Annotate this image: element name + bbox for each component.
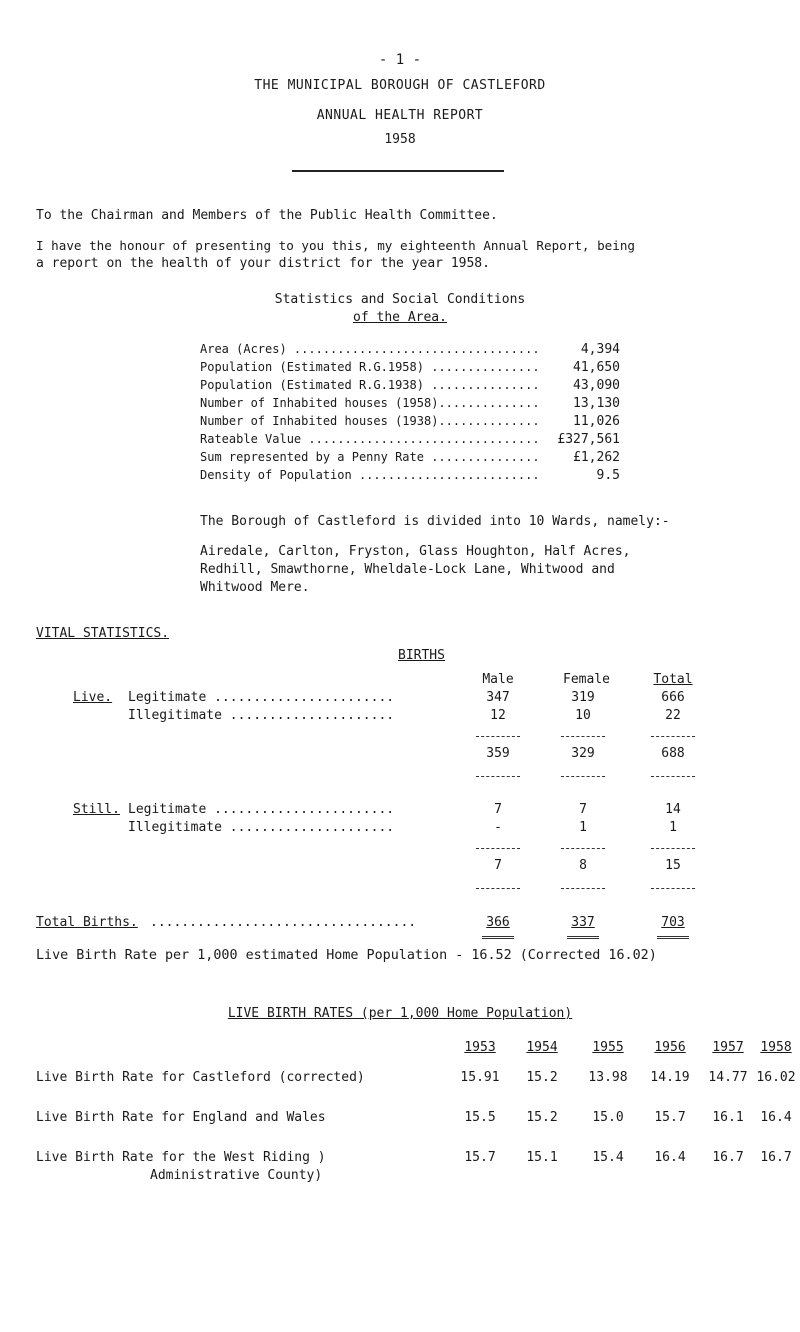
stat-label-population-1958: Population (Estimated R.G.1958) ............... xyxy=(200,360,540,374)
stat-label-houses-1958: Number of Inhabited houses (1958).............. xyxy=(200,396,540,410)
year-header: 1955 xyxy=(592,1040,624,1055)
still-sum-female: 8 xyxy=(579,858,587,873)
stat-value-penny-rate: £1,262 xyxy=(573,450,620,465)
year-header: 1954 xyxy=(526,1040,558,1055)
rate-row-label-west-riding-cont: Administrative County) xyxy=(150,1168,323,1183)
year-header: 1956 xyxy=(654,1040,686,1055)
stat-label-area: Area (Acres) .................................. xyxy=(200,342,540,356)
wards-list-line-2: Redhill, Smawthorne, Wheldale-Lock Lane, Whitwood and xyxy=(200,562,615,577)
live-sum-male: 359 xyxy=(486,746,510,761)
total-births-label: Total Births. xyxy=(36,915,138,930)
stat-label-penny-rate: Sum represented by a Penny Rate ............... xyxy=(200,450,540,464)
still-sum-total: 15 xyxy=(665,858,681,873)
still-illegitimate-label: Illegitimate ..................... xyxy=(128,820,395,835)
wards-list-line-3: Whitwood Mere. xyxy=(200,580,310,595)
intro-line-1: I have the honour of presenting to you this, my eighteenth Annual Report, being xyxy=(36,238,635,253)
rate-row-label-castleford: Live Birth Rate for Castleford (corrected) xyxy=(36,1070,365,1085)
total-births-male: 366 xyxy=(486,915,510,930)
page-number: - 1 - xyxy=(378,52,422,68)
rate-value: 16.4 xyxy=(760,1110,792,1125)
divider xyxy=(476,848,520,849)
rate-value: 15.91 xyxy=(460,1070,500,1085)
divider xyxy=(651,736,695,737)
live-sum-total: 688 xyxy=(661,746,685,761)
rate-row-label-west-riding: Live Birth Rate for the West Riding ) xyxy=(36,1150,326,1165)
live-births-label: Live. xyxy=(73,690,113,705)
double-rule xyxy=(482,936,514,939)
stats-heading: Statistics and Social Conditions xyxy=(274,292,526,307)
still-illegitimate-total: 1 xyxy=(669,820,677,835)
stat-label-rateable-value: Rateable Value ................................ xyxy=(200,432,540,446)
stat-value-population-1958: 41,650 xyxy=(573,360,620,375)
still-legitimate-female: 7 xyxy=(579,802,587,817)
total-births-female: 337 xyxy=(571,915,595,930)
rate-value: 15.5 xyxy=(464,1110,496,1125)
births-heading: BIRTHS xyxy=(398,648,445,663)
rate-value: 16.7 xyxy=(760,1150,792,1165)
rate-value: 15.2 xyxy=(526,1110,558,1125)
live-legitimate-total: 666 xyxy=(661,690,685,705)
intro-line-2: a report on the health of your district for the year 1958. xyxy=(36,256,490,271)
live-illegitimate-male: 12 xyxy=(490,708,506,723)
wards-intro: The Borough of Castleford is divided into 10 Wards, namely:- xyxy=(200,514,670,529)
live-legitimate-female: 319 xyxy=(571,690,595,705)
rate-value: 16.4 xyxy=(654,1150,686,1165)
stat-value-rateable-value: £327,561 xyxy=(557,432,620,447)
rate-value: 15.7 xyxy=(464,1150,496,1165)
salutation: To the Chairman and Members of the Public Health Committee. xyxy=(36,208,498,223)
still-legitimate-label: Legitimate ....................... xyxy=(128,802,395,817)
rate-value: 13.98 xyxy=(588,1070,628,1085)
column-female-header: Female xyxy=(563,672,610,687)
live-birth-rate-statement: Live Birth Rate per 1,000 estimated Home Population - 16.52 (Corrected 16.02) xyxy=(36,948,657,963)
report-year: 1958 xyxy=(384,132,416,147)
divider xyxy=(561,848,605,849)
year-header: 1958 xyxy=(760,1040,792,1055)
title-divider xyxy=(292,170,504,172)
divider xyxy=(561,736,605,737)
year-header: 1957 xyxy=(712,1040,744,1055)
rate-value: 16.02 xyxy=(756,1070,796,1085)
rate-value: 15.2 xyxy=(526,1070,558,1085)
double-rule xyxy=(567,936,599,939)
stat-value-population-1938: 43,090 xyxy=(573,378,620,393)
still-illegitimate-male: - xyxy=(494,820,502,835)
live-illegitimate-total: 22 xyxy=(665,708,681,723)
column-male-header: Male xyxy=(482,672,514,687)
live-sum-female: 329 xyxy=(571,746,595,761)
divider xyxy=(651,848,695,849)
stat-value-houses-1958: 13,130 xyxy=(573,396,620,411)
stats-subheading: of the Area. xyxy=(353,310,447,325)
rate-value: 15.1 xyxy=(526,1150,558,1165)
stat-value-density: 9.5 xyxy=(596,468,620,483)
rate-value: 15.7 xyxy=(654,1110,686,1125)
rate-value: 14.19 xyxy=(650,1070,690,1085)
live-legitimate-male: 347 xyxy=(486,690,510,705)
stat-label-houses-1938: Number of Inhabited houses (1938).............. xyxy=(200,414,540,428)
still-legitimate-male: 7 xyxy=(494,802,502,817)
stat-value-houses-1938: 11,026 xyxy=(573,414,620,429)
divider xyxy=(476,776,520,777)
divider xyxy=(651,888,695,889)
still-sum-male: 7 xyxy=(494,858,502,873)
document-title: THE MUNICIPAL BOROUGH OF CASTLEFORD xyxy=(254,78,546,93)
year-header: 1953 xyxy=(464,1040,496,1055)
wards-list-line-1: Airedale, Carlton, Fryston, Glass Houghton, Half Acres, xyxy=(200,544,631,559)
birth-rates-heading: LIVE BIRTH RATES (per 1,000 Home Population) xyxy=(227,1006,573,1021)
rate-value: 15.4 xyxy=(592,1150,624,1165)
rate-value: 15.0 xyxy=(592,1110,624,1125)
live-illegitimate-female: 10 xyxy=(575,708,591,723)
rate-value: 16.1 xyxy=(712,1110,744,1125)
divider xyxy=(561,776,605,777)
live-illegitimate-label: Illegitimate ..................... xyxy=(128,708,395,723)
stat-label-population-1938: Population (Estimated R.G.1938) ............... xyxy=(200,378,540,392)
double-rule xyxy=(657,936,689,939)
still-illegitimate-female: 1 xyxy=(579,820,587,835)
divider xyxy=(651,776,695,777)
divider xyxy=(561,888,605,889)
rate-value: 16.7 xyxy=(712,1150,744,1165)
stat-label-density: Density of Population ......................... xyxy=(200,468,540,482)
rate-value: 14.77 xyxy=(708,1070,748,1085)
column-total-header: Total xyxy=(653,672,693,687)
total-births-total: 703 xyxy=(661,915,685,930)
stat-value-area: 4,394 xyxy=(580,342,620,357)
still-legitimate-total: 14 xyxy=(665,802,681,817)
live-legitimate-label: Legitimate ....................... xyxy=(128,690,395,705)
vital-statistics-heading: VITAL STATISTICS. xyxy=(36,626,170,641)
divider xyxy=(476,888,520,889)
document-subtitle: ANNUAL HEALTH REPORT xyxy=(316,108,484,123)
still-births-label: Still. xyxy=(73,802,120,817)
total-births-leader: .................................. xyxy=(150,915,417,930)
rate-row-label-england-wales: Live Birth Rate for England and Wales xyxy=(36,1110,326,1125)
divider xyxy=(476,736,520,737)
